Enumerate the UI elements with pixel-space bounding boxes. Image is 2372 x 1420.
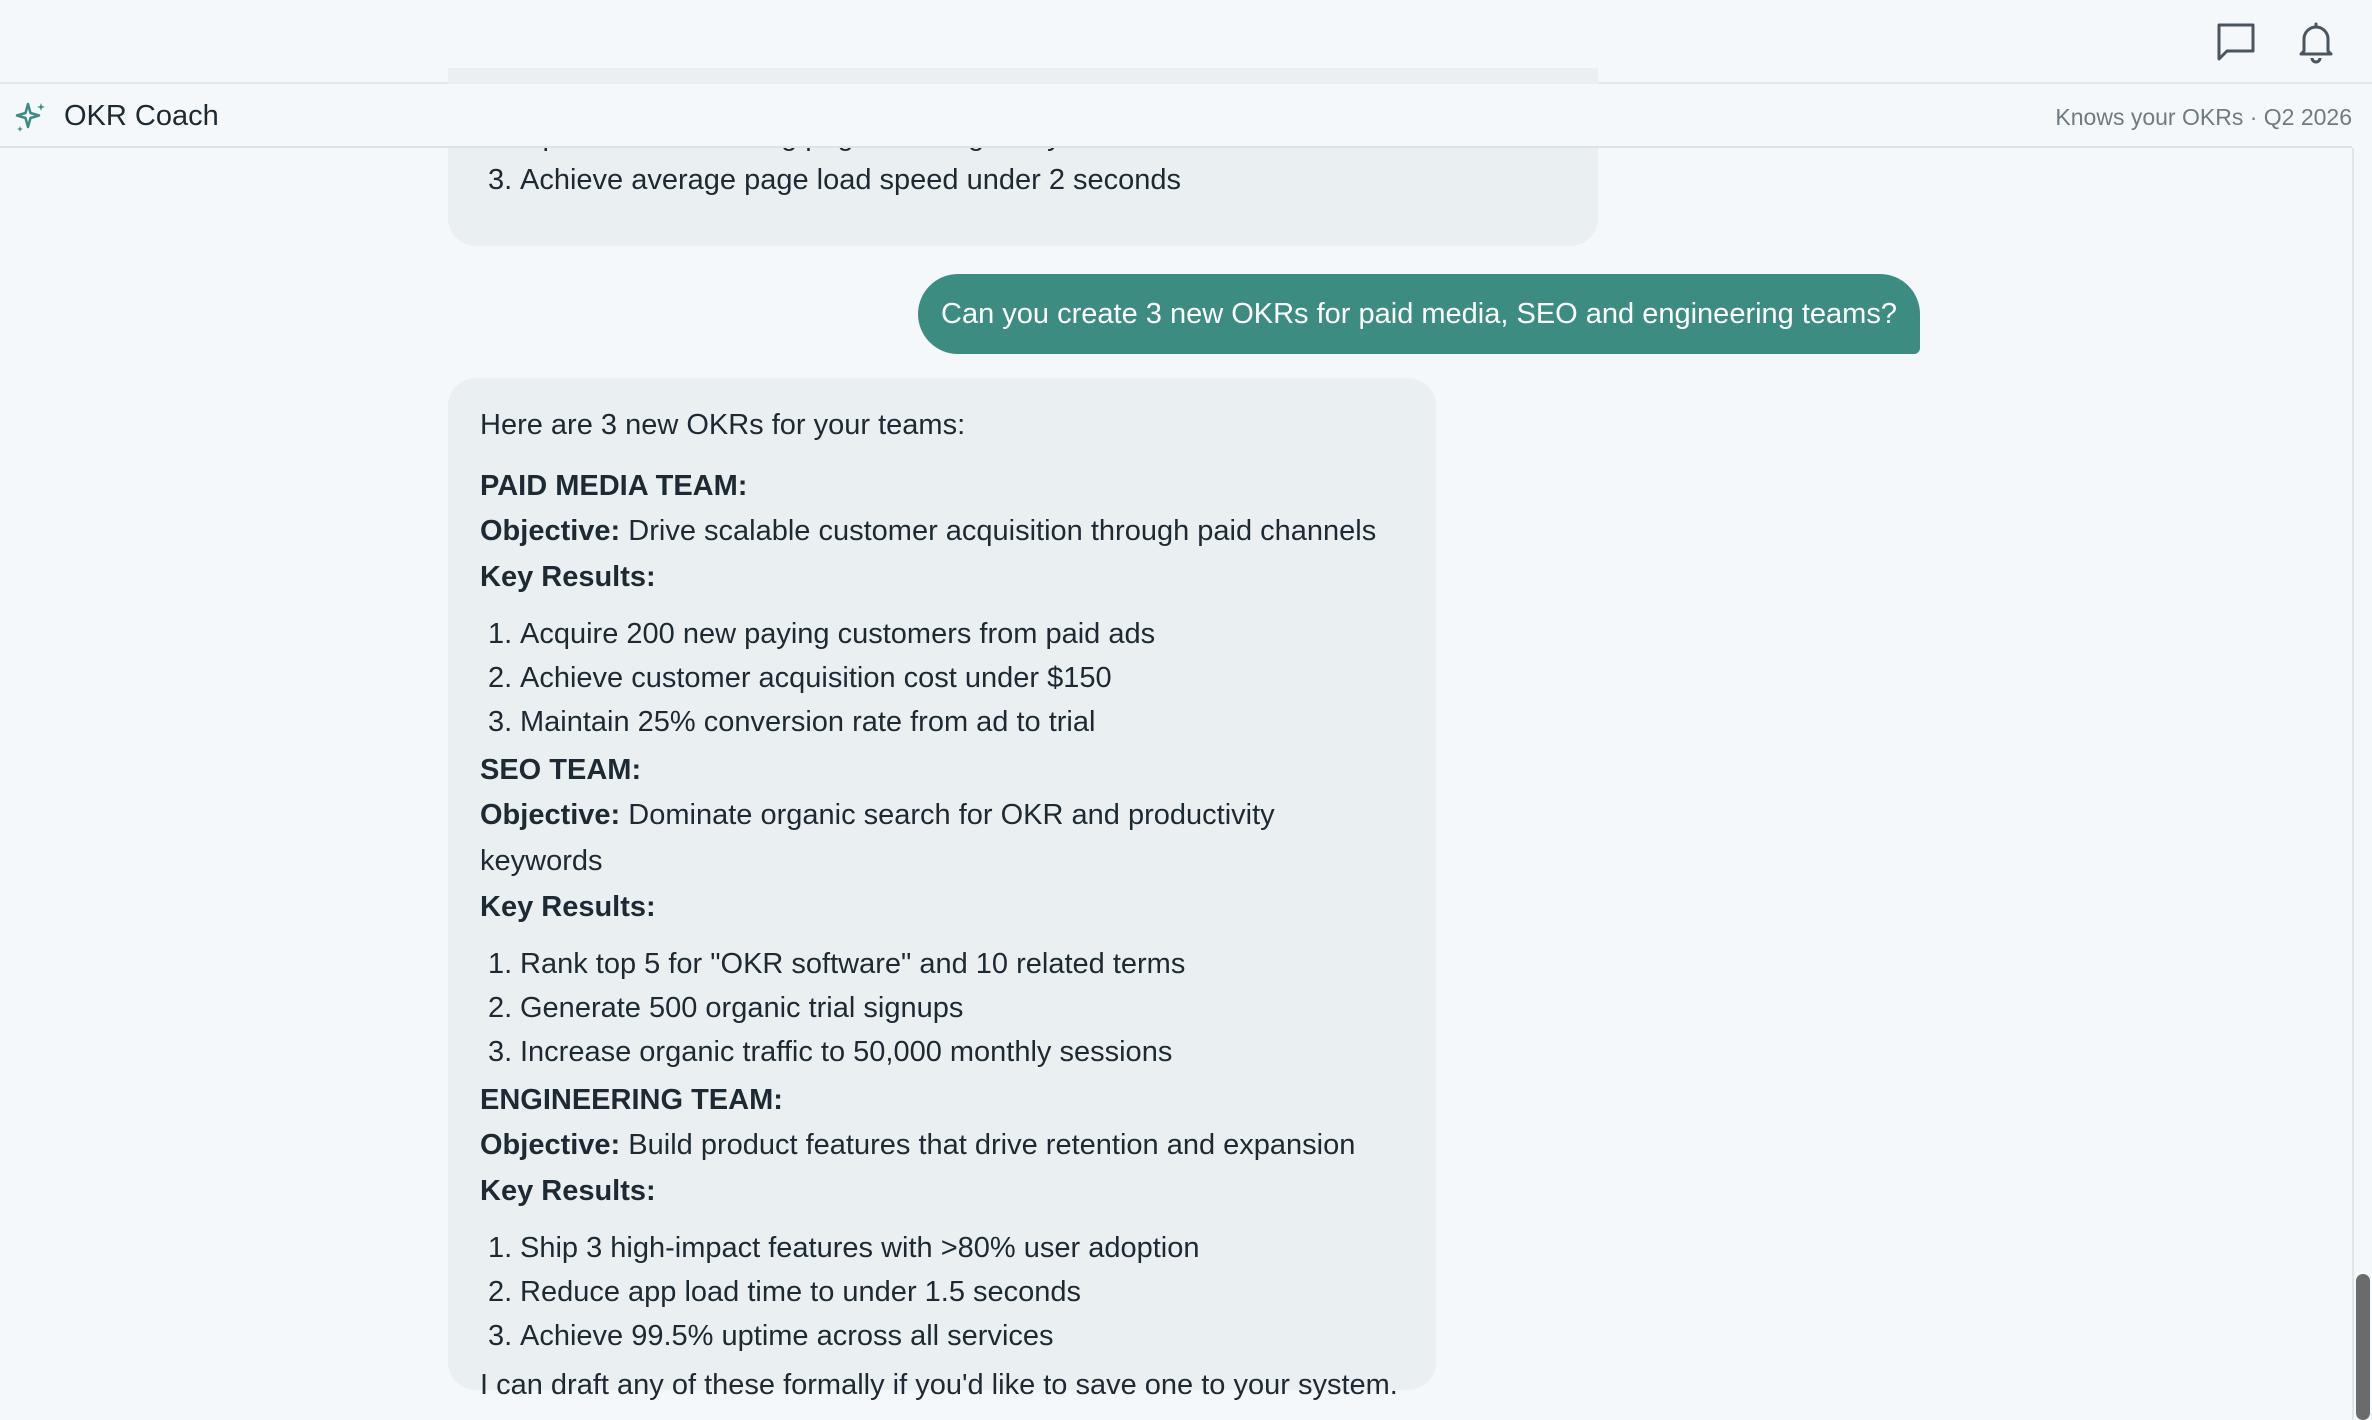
chat-header	[0, 84, 2352, 148]
page-title: OKR Coach	[64, 100, 219, 132]
objective-line: Objective: Drive scalable customer acquisition through paid channels	[480, 515, 1377, 547]
objective-line: Objective: Dominate organic search for OKR and productivity keywords	[480, 799, 1275, 877]
list-item: 3. Maintain 25% conversion rate from ad to trial	[488, 706, 1096, 738]
user-message: Can you create 3 new OKRs for paid media, SEO and engineering teams?	[918, 274, 1920, 354]
list-item: 1. Ship 3 high-impact features with >80% user adoption	[488, 1232, 1200, 1264]
list-item: 3. Achieve 99.5% uptime across all services	[488, 1320, 1054, 1352]
list-item: 1. Rank top 5 for "OKR software" and 10 related terms	[488, 948, 1186, 980]
assistant-message	[448, 378, 1436, 1401]
scrollbar-track[interactable]	[2352, 148, 2372, 1420]
list-item: 1. Acquire 200 new paying customers from paid ads	[488, 618, 1156, 650]
objective-line: Objective: Build product features that drive retention and expansion	[480, 1129, 1356, 1161]
context-meta: Knows your OKRs · Q2 2026	[2055, 104, 2352, 130]
team-heading: ENGINEERING TEAM:	[480, 1084, 783, 1116]
list-item: 3. Increase organic traffic to 50,000 monthly sessions	[488, 1036, 1173, 1068]
key-results-label: Key Results:	[480, 891, 656, 923]
intro-text: Here are 3 new OKRs for your teams:	[480, 409, 966, 441]
bell-icon[interactable]	[2288, 14, 2344, 70]
team-heading: SEO TEAM:	[480, 754, 642, 786]
list-item: 2. Reduce app load time to under 1.5 seconds	[488, 1276, 1082, 1308]
list-item: 2. Generate 500 organic trial signups	[488, 992, 964, 1024]
closing-text: I can draft any of these formally if you'd like to save one to your system.	[480, 1369, 1398, 1401]
key-results-label: Key Results:	[480, 1175, 656, 1207]
list-item: 3. Achieve average page load speed under 2 seconds	[488, 164, 1182, 196]
chat-bubble-icon[interactable]	[2208, 14, 2264, 70]
sparkle-icon	[14, 100, 48, 134]
key-results-label: Key Results:	[480, 561, 656, 593]
chat-transcript[interactable]	[0, 148, 2352, 1420]
list-item: 2. Achieve customer acquisition cost under $150	[488, 662, 1112, 694]
team-heading: PAID MEDIA TEAM:	[480, 470, 748, 502]
scrollbar-thumb[interactable]	[2356, 1274, 2370, 1420]
